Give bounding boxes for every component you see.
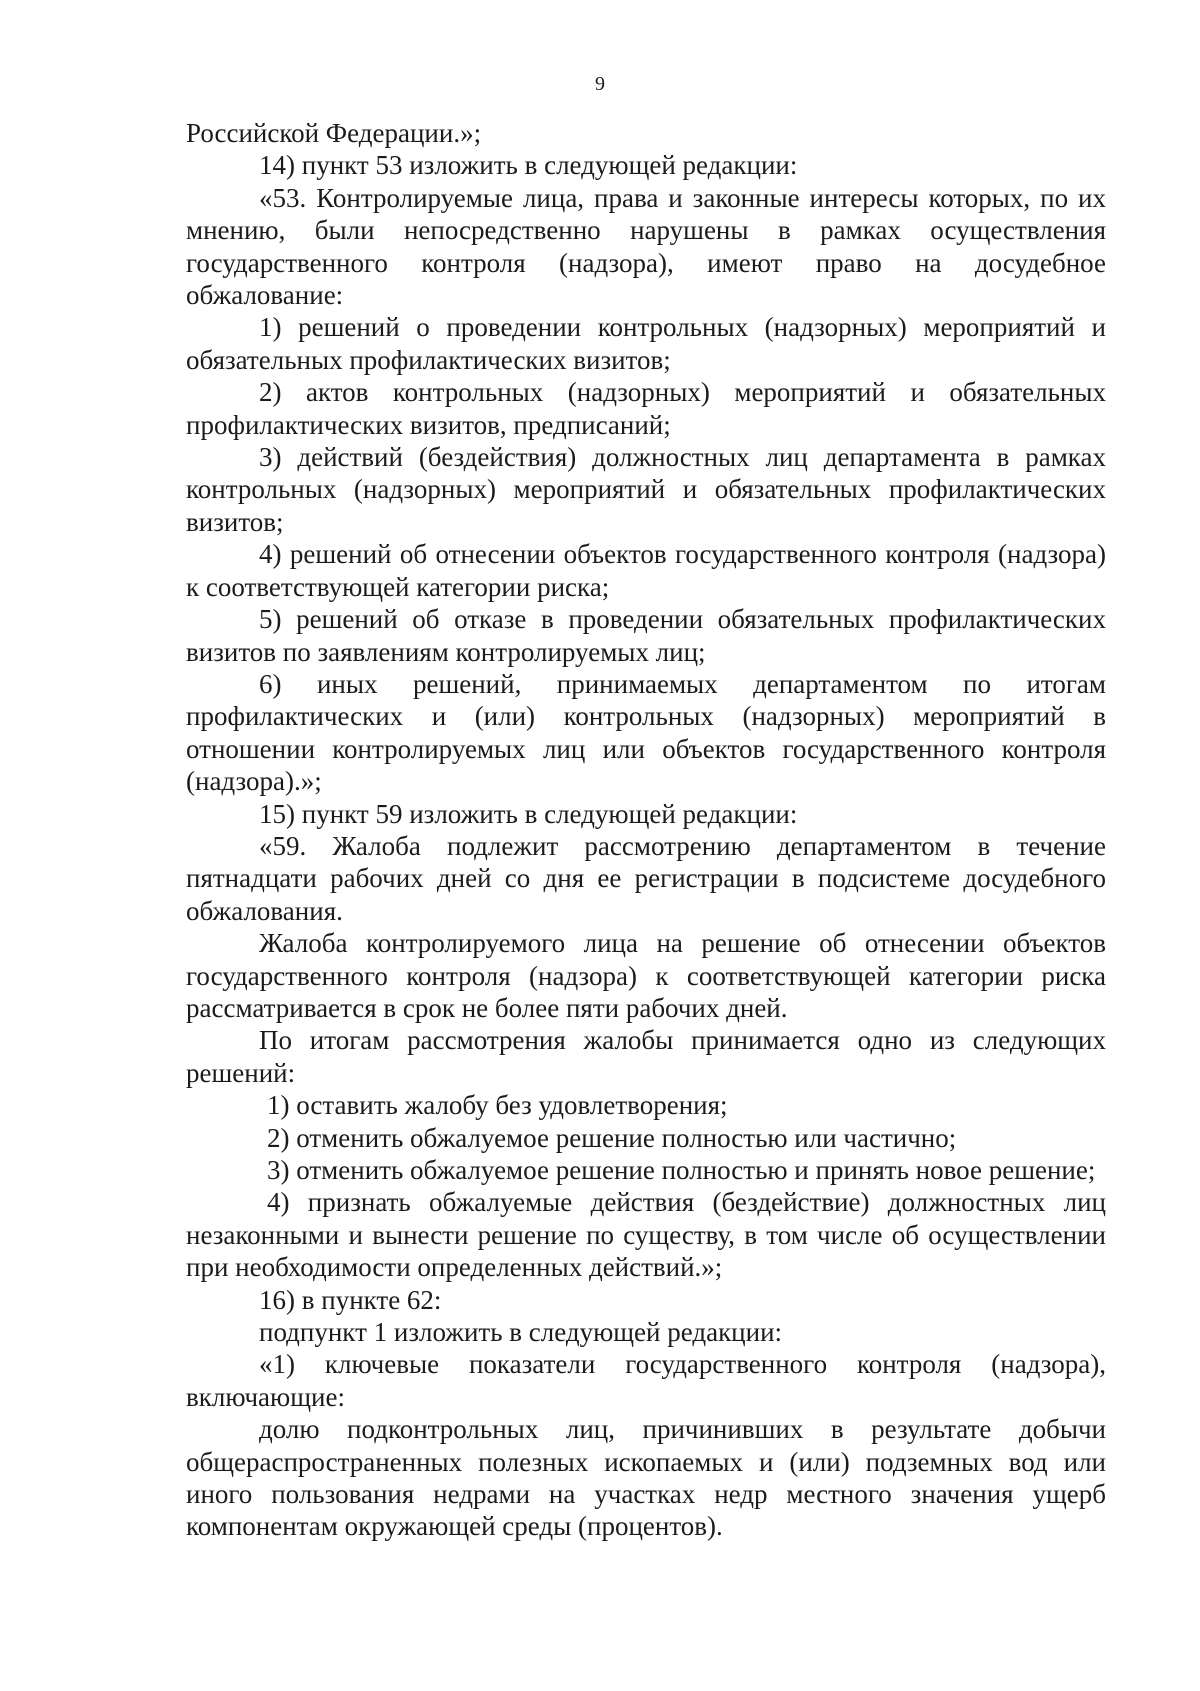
document-body [186, 117, 1106, 1543]
paragraph: долю подконтрольных лиц, причинивших в результате добычи общераспространенных полезных ископаемых и (или) подземных вод или иного пользования недрами на участках недр местного значения ущерб компонентам окружающей среды (процентов). [186, 1414, 1106, 1542]
paragraph: «1) ключевые показатели государственного контроля (надзора), включающие: [186, 1349, 1106, 1412]
paragraph: 3) отменить обжалуемое решение полностью и принять новое решение; [267, 1155, 1096, 1185]
paragraph: 4) признать обжалуемые действия (бездействие) должностных лиц незаконными и вынести решение по существу, в том числе об осуществлении при необходимости определенных действий.»; [186, 1187, 1106, 1283]
paragraph: По итогам рассмотрения жалобы принимается одно из следующих решений: [186, 1025, 1106, 1088]
paragraph: 3) действий (бездействия) должностных лиц департамента в рамках контрольных (надзорных) мероприятий и обязательных профилактических визитов; [186, 442, 1106, 537]
paragraph: 14) пункт 53 изложить в следующей редакции: [259, 150, 798, 181]
paragraph: 6) иных решений, принимаемых департаментом по итогам профилактических и (или) контрольных (надзорных) мероприятий в отношении контролируемых лиц или объектов государственного контроля (надзора).»; [186, 668, 1106, 797]
paragraph: 1) решений о проведении контрольных (надзорных) мероприятий и обязательных профилактических визитов; [186, 312, 1106, 375]
paragraph: 16) в пункте 62: [259, 1284, 442, 1315]
paragraph: 2) актов контрольных (надзорных) мероприятий и обязательных профилактических визитов, предписаний; [186, 377, 1106, 440]
paragraph: 1) оставить жалобу без удовлетворения; [267, 1090, 728, 1121]
paragraph: 5) решений об отказе в проведении обязательных профилактических визитов по заявлениям контролируемых лиц; [186, 604, 1106, 667]
paragraph: подпункт 1 изложить в следующей редакции: [259, 1317, 783, 1348]
page-number: 9 [595, 73, 605, 95]
paragraph: Российской Федерации.»; [186, 118, 482, 148]
paragraph: 2) отменить обжалуемое решение полностью или частично; [267, 1122, 957, 1153]
paragraph: «53. Контролируемые лица, права и законные интересы которых, по их мнению, были непосредственно нарушены в рамках осуществления государственного контроля (надзора), имеют право на досудебное обжалование: [186, 182, 1106, 311]
paragraph: «59. Жалоба подлежит рассмотрению департаментом в течение пятнадцати рабочих дней со дня ее регистрации в подсистеме досудебного обжалования. [186, 830, 1106, 926]
paragraph: Жалоба контролируемого лица на решение об отнесении объектов государственного контроля (надзора) к соответствующей категории риска рассматривается в срок не более пяти рабочих дней. [186, 928, 1106, 1023]
paragraph: 15) пункт 59 изложить в следующей редакции: [259, 798, 798, 829]
paragraph: 4) решений об отнесении объектов государственного контроля (надзора) к соответствующей категории риска; [186, 539, 1106, 602]
